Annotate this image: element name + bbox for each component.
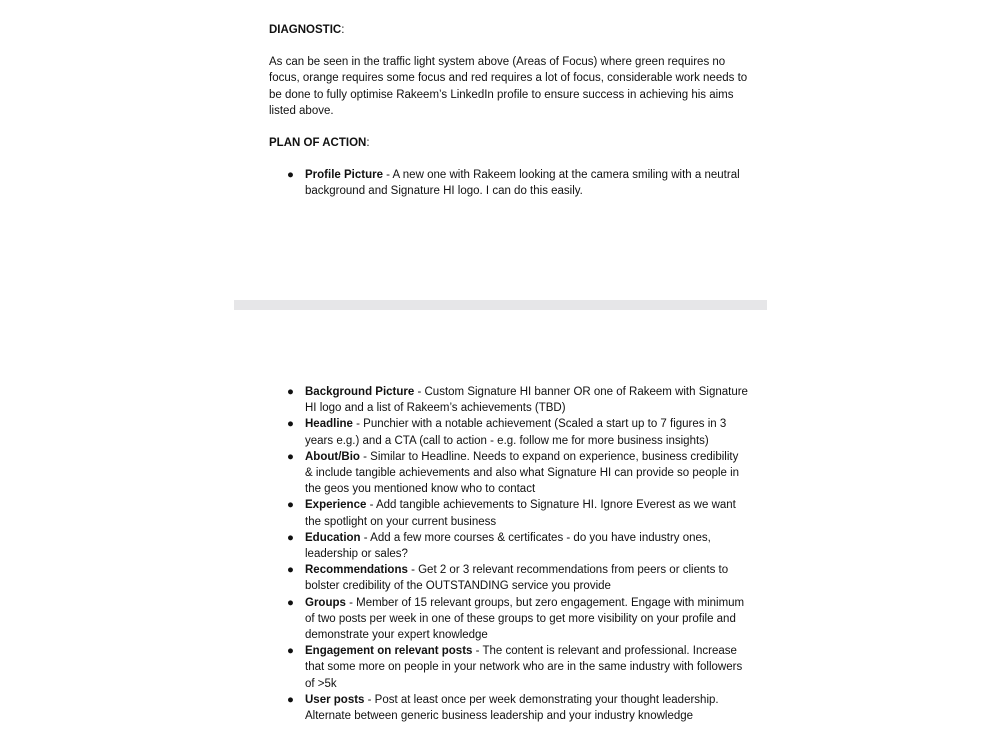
bullet-icon: ● — [287, 450, 294, 463]
plan-item-profile-picture — [269, 167, 749, 199]
plan-item-text: - Add tangible achievements to Signature HI. Ignore Everest as we want the spotlight on your current business — [305, 499, 736, 528]
plan-item-text: - Similar to Headline. Needs to expand on experience, business credibility & include tangible achievements and also what Signature HI can provide so people in the geos you mentioned know who to contact — [305, 450, 740, 496]
bullet-icon: ● — [287, 386, 294, 398]
plan-item-term: Engagement on relevant posts — [305, 645, 473, 658]
document-page-2 — [234, 310, 767, 750]
plan-item-text: - Add a few more courses & certificates - do you have industry ones, leadership or sales? — [305, 531, 711, 561]
plan-item-text: - A new one with Rakeem looking at the camera smiling with a neutral background and Signature HI logo. I can do this easily. — [305, 169, 740, 198]
page-1-content — [269, 22, 749, 200]
plan-item-term: Experience — [305, 499, 367, 512]
plan-item-recommendations — [269, 562, 749, 594]
bullet-icon: ● — [287, 531, 294, 544]
plan-item-user-posts — [269, 692, 749, 724]
plan-item-term: Recommendations — [305, 564, 408, 577]
plan-item-text: - Post at least once per week demonstrating your thought leadership. Alternate between generic business leadership and your industry knowledge — [305, 693, 719, 723]
plan-list-page-1 — [269, 167, 749, 199]
page-2-content — [269, 384, 749, 724]
page-separator — [234, 300, 767, 310]
plan-item-headline — [269, 416, 749, 448]
diagnostic-paragraph: As can be seen in the traffic light system above (Areas of Focus) where green requires no focus, orange requires some focus and red requires a lot of focus, considerable work needs to be done to fully optimise Rakeem’s LinkedIn profile to ensure success in achieving his aims listed above. — [269, 56, 748, 117]
plan-item-term: Education — [305, 531, 361, 544]
plan-item-term: About/Bio — [305, 450, 360, 463]
plan-of-action-heading: PLAN OF ACTION: — [269, 137, 370, 150]
bullet-icon: ● — [287, 418, 294, 431]
bullet-icon: ● — [287, 499, 294, 512]
plan-item-experience — [269, 497, 749, 529]
plan-item-text: - The content is relevant and professional. Increase that some more on people in your network who are in the same industry with followers of >5k — [305, 645, 743, 690]
plan-item-term: User posts — [305, 693, 365, 706]
diagnostic-heading: DIAGNOSTIC: — [269, 24, 345, 36]
plan-item-term: Groups — [305, 596, 346, 609]
plan-list-page-2 — [269, 384, 749, 724]
plan-item-text: - Punchier with a notable achievement (Scaled a start up to 7 figures in 3 years e.g.) and a CTA (call to action - e.g. follow me for more business insights) — [305, 418, 727, 447]
plan-item-groups — [269, 595, 749, 644]
bullet-icon: ● — [287, 693, 294, 706]
plan-item-text: - Member of 15 relevant groups, but zero engagement. Engage with minimum of two posts per week in one of these groups to get more visibility on your profile and demonstrate your expert knowledge — [305, 596, 745, 642]
bullet-icon: ● — [287, 564, 294, 577]
plan-item-about-bio — [269, 449, 749, 498]
plan-item-term: Background Picture — [305, 386, 415, 398]
bullet-icon: ● — [287, 645, 294, 658]
plan-item-text: - Get 2 or 3 relevant recommendations from peers or clients to bolster credibility of the OUTSTANDING service you provide — [305, 564, 729, 593]
document-page-1 — [234, 0, 767, 300]
plan-item-text: - Custom Signature HI banner OR one of Rakeem with Signature HI logo and a list of Rakeem’s achievements (TBD) — [305, 386, 748, 415]
plan-item-term: Headline — [305, 418, 353, 431]
bullet-icon: ● — [287, 596, 294, 609]
plan-item-background-picture — [269, 384, 749, 416]
plan-item-education — [269, 530, 749, 562]
plan-item-term: Profile Picture — [305, 169, 383, 182]
bullet-icon: ● — [287, 169, 294, 182]
plan-item-engagement — [269, 643, 749, 692]
